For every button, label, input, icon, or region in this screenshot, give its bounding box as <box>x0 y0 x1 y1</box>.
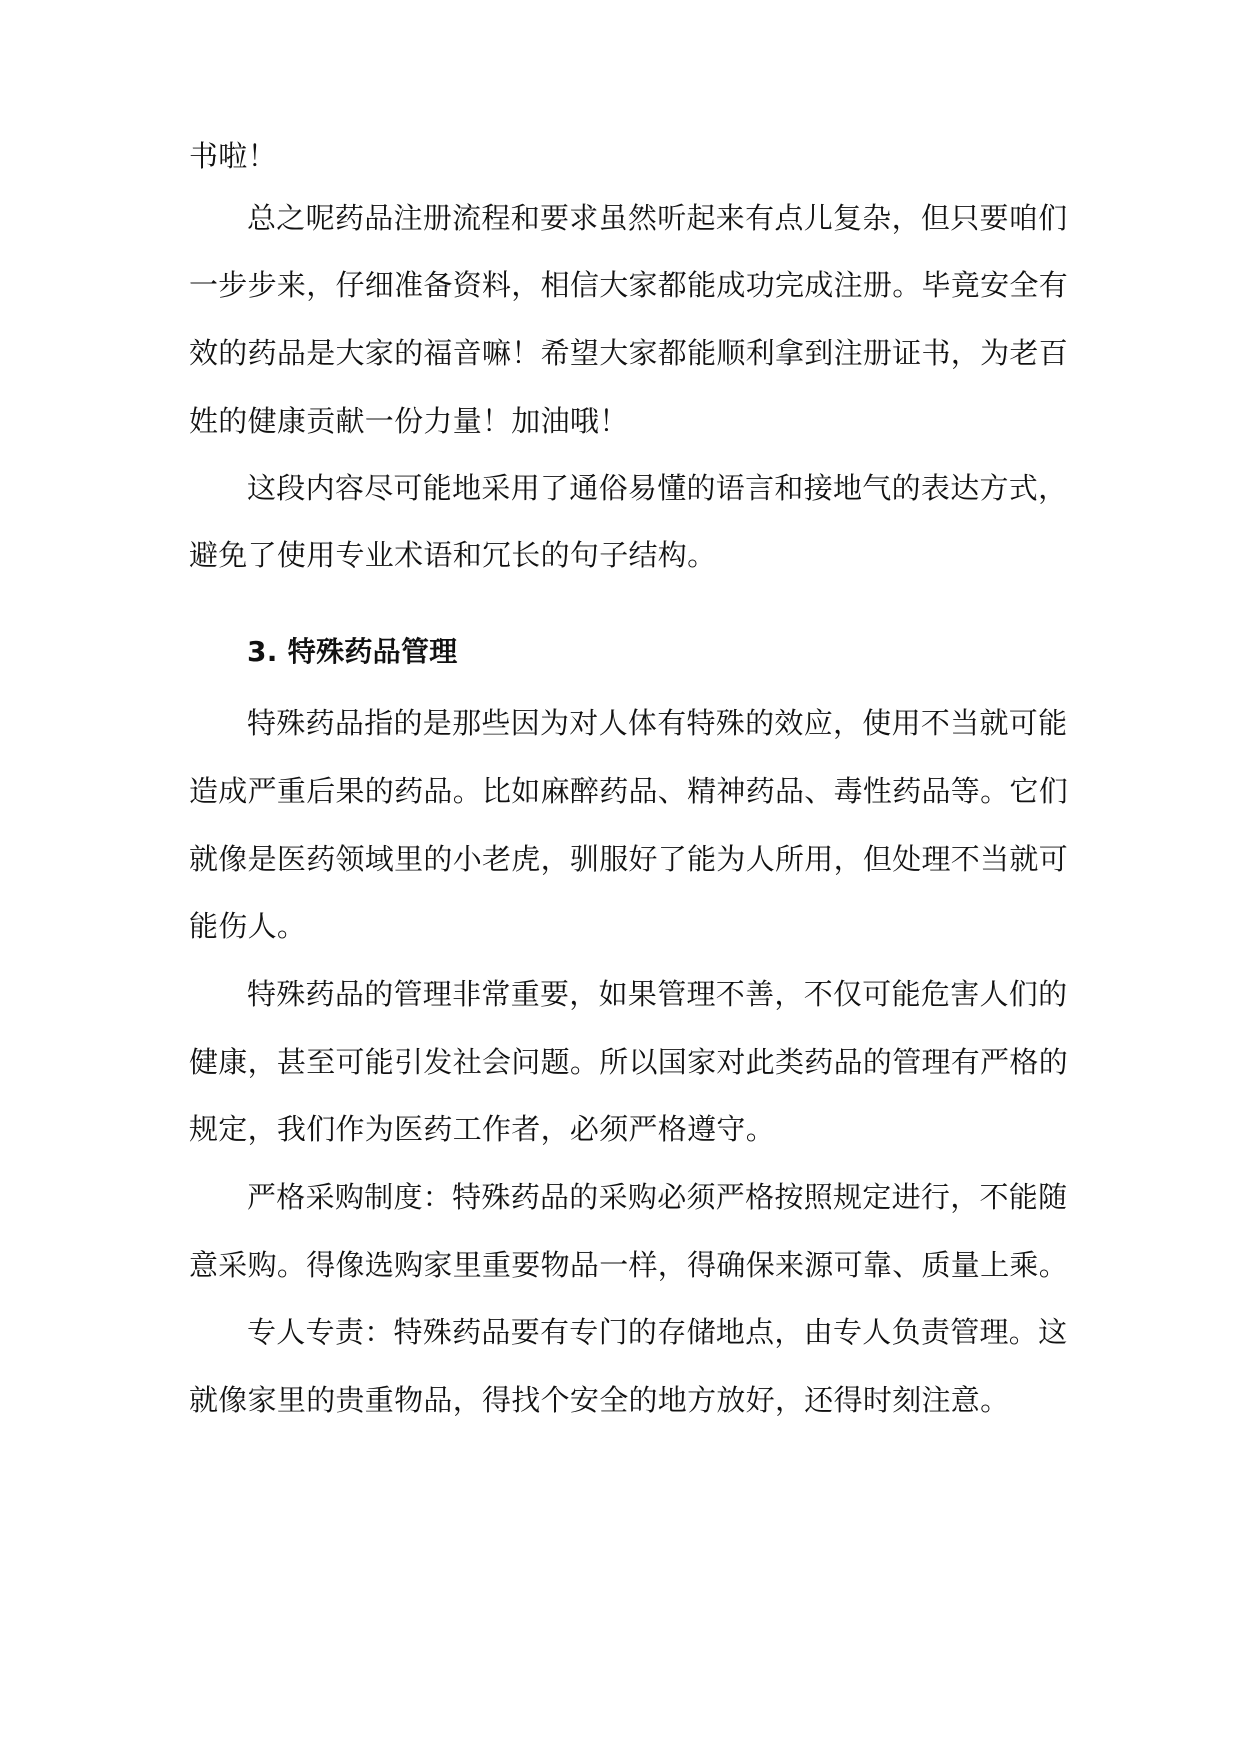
text-line: 意采购。得像选购家里重要物品一样，得确保来源可靠、质量上乘。 <box>189 1248 1069 1282</box>
text-line: 严格采购制度：特殊药品的采购必须严格按照规定进行，不能随 <box>247 1180 1068 1214</box>
text-line: 效的药品是大家的福音嘛！希望大家都能顺利拿到注册证书，为老百 <box>189 336 1069 370</box>
text-line: 书啦！ <box>189 139 277 173</box>
text-line: 这段内容尽可能地采用了通俗易懂的语言和接地气的表达方式， <box>247 471 1068 505</box>
text-line: 就像是医药领域里的小老虎，驯服好了能为人所用，但处理不当就可 <box>189 842 1069 876</box>
text-line: 姓的健康贡献一份力量！加油哦！ <box>189 404 629 438</box>
text-line: 造成严重后果的药品。比如麻醉药品、精神药品、毒性药品等。它们 <box>189 774 1069 808</box>
text-line: 特殊药品指的是那些因为对人体有特殊的效应，使用不当就可能 <box>247 706 1068 740</box>
text-line: 健康，甚至可能引发社会问题。所以国家对此类药品的管理有严格的 <box>189 1045 1069 1079</box>
text-line: 一步步来，仔细准备资料，相信大家都能成功完成注册。毕竟安全有 <box>189 268 1069 302</box>
text-line: 能伤人。 <box>189 909 307 943</box>
text-line: 规定，我们作为医药工作者，必须严格遵守。 <box>189 1112 776 1146</box>
text-line: 特殊药品的管理非常重要，如果管理不善，不仅可能危害人们的 <box>247 977 1068 1011</box>
text-line: 总之呢药品注册流程和要求虽然听起来有点儿复杂，但只要咱们 <box>247 201 1068 235</box>
section-heading: 3. 特殊药品管理 <box>247 635 458 668</box>
text-line: 专人专责：特殊药品要有专门的存储地点，由专人负责管理。这 <box>247 1315 1068 1349</box>
text-line: 避免了使用专业术语和冗长的句子结构。 <box>189 538 717 572</box>
text-line: 就像家里的贵重物品，得找个安全的地方放好，还得时刻注意。 <box>189 1383 1010 1417</box>
